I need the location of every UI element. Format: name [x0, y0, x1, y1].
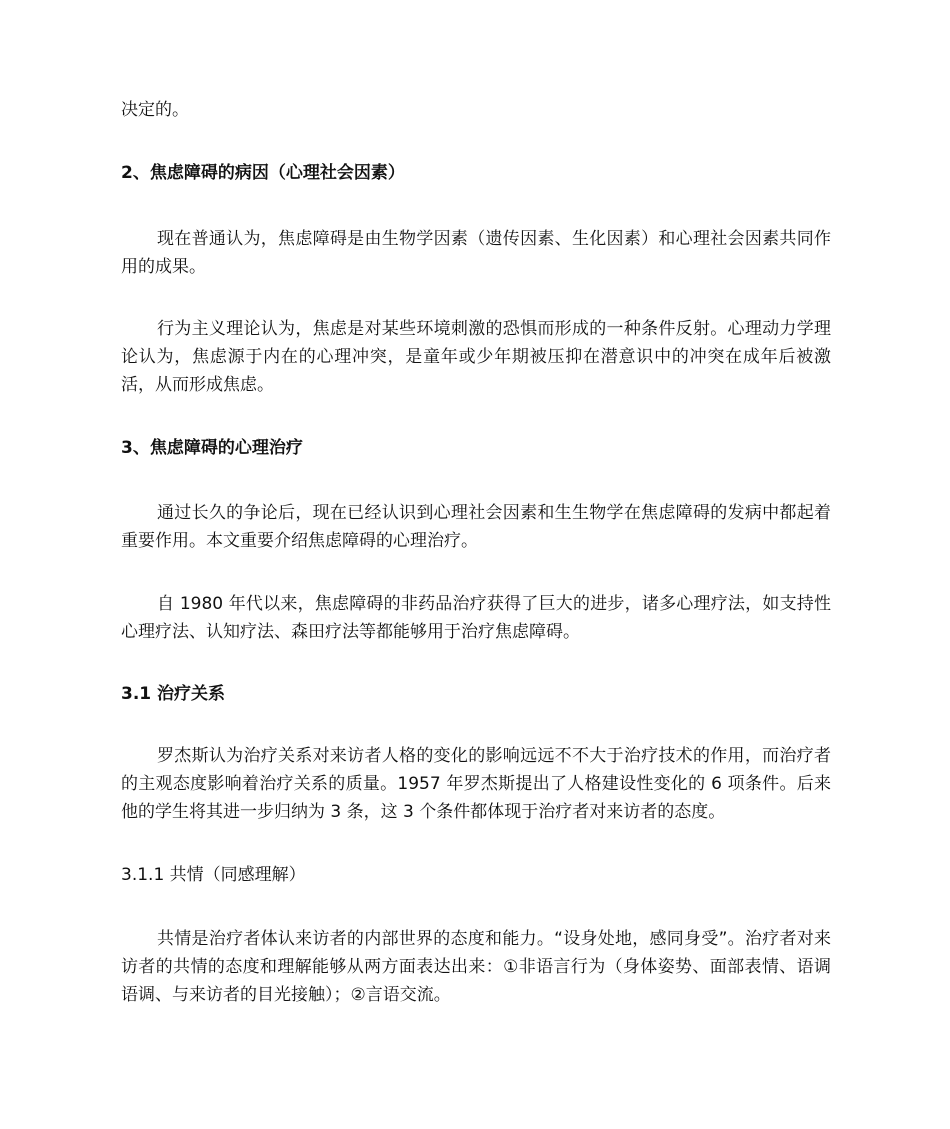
section-heading-2: 2、焦虑障碍的病因（心理社会因素） [121, 163, 405, 183]
paragraph-therapy-1: 通过长久的争论后，现在已经认识到心理社会因素和生生物学在焦虑障碍的发病中都起着重要作用。本文重要介绍焦虑障碍的心理治疗。 [121, 503, 831, 551]
paragraph-etiology-2: 行为主义理论认为，焦虑是对某些环境刺激的恐惧而形成的一种条件反射。心理动力学理论认为，焦虑源于内在的心理冲突，是童年或少年期被压抑在潜意识中的冲突在成年后被激活，从而形成焦虑。 [121, 319, 831, 395]
paragraph-empathy: 共情是治疗者体认来访者的内部世界的态度和能力。“设身处地，感同身受”。治疗者对来访者的共情的态度和理解能够从两方面表达出来：①非语言行为（身体姿势、面部表情、语调语调、与来访者的目光接触）；②言语交流。 [121, 929, 831, 1005]
section-heading-3-1: 3.1 治疗关系 [121, 684, 226, 704]
paragraph-relationship: 罗杰斯认为治疗关系对来访者人格的变化的影响远远不不大于治疗技术的作用，而治疗者的主观态度影响着治疗关系的质量。1957 年罗杰斯提出了人格建设性变化的 6 项条件。后来他的学生将其进一步归纳为 3 条，这 3 个条件都体现于治疗者对来访者的态度。 [121, 746, 831, 822]
paragraph-fragment: 决定的。 [121, 100, 189, 120]
subsection-heading-3-1-1: 3.1.1 共情（同感理解） [121, 865, 306, 885]
section-heading-3: 3、焦虑障碍的心理治疗 [121, 438, 303, 458]
paragraph-therapy-2: 自 1980 年代以来，焦虑障碍的非药品治疗获得了巨大的进步，诸多心理疗法，如支持性心理疗法、认知疗法、森田疗法等都能够用于治疗焦虑障碍。 [121, 594, 831, 642]
paragraph-etiology-1: 现在普通认为，焦虑障碍是由生物学因素（遗传因素、生化因素）和心理社会因素共同作用的成果。 [121, 229, 831, 277]
